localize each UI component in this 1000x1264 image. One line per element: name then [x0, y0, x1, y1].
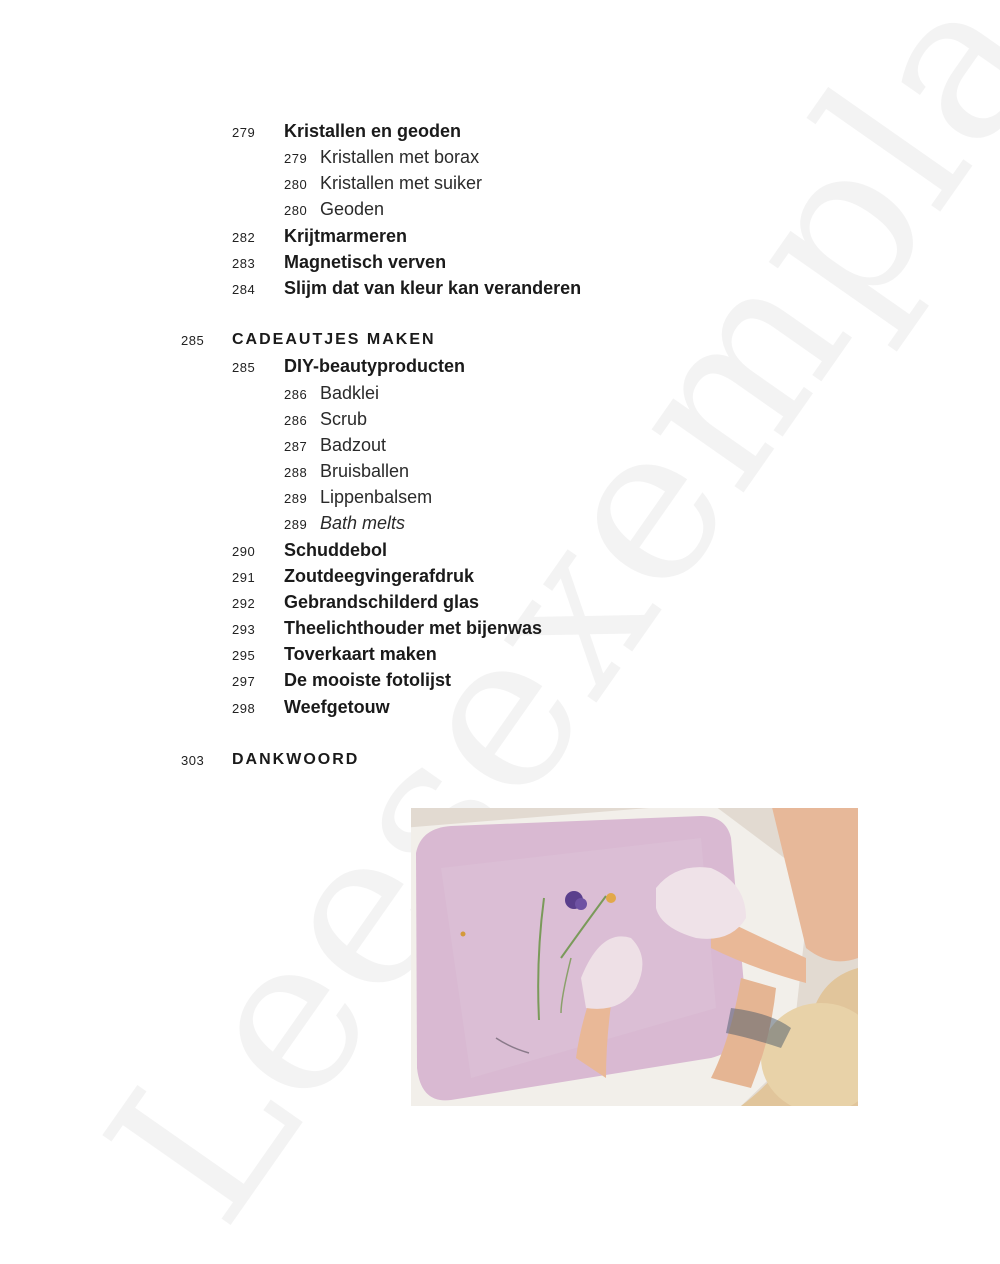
- toc-page-number: 285: [232, 360, 256, 375]
- toc-label: Krijtmarmeren: [284, 226, 408, 246]
- toc-label: CADEAUTJES MAKEN: [232, 331, 436, 348]
- toc-page-number: 297: [232, 674, 256, 689]
- toc-label: Bath melts: [320, 513, 406, 533]
- toc-label: Bruisballen: [320, 461, 410, 481]
- toc-label: Lippenbalsem: [320, 487, 433, 507]
- photo-child-playing-in-sensory-tub: [411, 808, 858, 1106]
- toc-label: De mooiste fotolijst: [284, 670, 452, 690]
- toc-label: Gebrandschilderd glas: [284, 592, 480, 612]
- photo-illustration: [411, 808, 858, 1106]
- toc-page-number: 287: [284, 439, 308, 454]
- toc-page-number: 284: [232, 282, 256, 297]
- toc-page-number: 280: [284, 203, 308, 218]
- toc-label: Kristallen met borax: [320, 147, 480, 167]
- toc-label: DANKWOORD: [232, 751, 360, 768]
- toc-page-number: 289: [284, 491, 308, 506]
- toc-page-number: 298: [232, 701, 256, 716]
- toc-label: Kristallen met suiker: [320, 173, 483, 193]
- toc-label: Toverkaart maken: [284, 644, 437, 664]
- toc-page-number: 291: [232, 570, 256, 585]
- toc-page-number: 282: [232, 230, 256, 245]
- toc-label: Scrub: [320, 409, 368, 429]
- toc-page-number: 286: [284, 413, 308, 428]
- toc-label: Weefgetouw: [284, 697, 390, 717]
- toc-label: Badklei: [320, 383, 380, 403]
- toc-page-number: 290: [232, 544, 256, 559]
- toc-page-number: 293: [232, 622, 256, 637]
- toc-label: Schuddebol: [284, 540, 387, 560]
- toc-page-number: 279: [284, 151, 308, 166]
- toc-page-number: 289: [284, 517, 308, 532]
- toc-label: Magnetisch verven: [284, 252, 447, 272]
- toc-label: Slijm dat van kleur kan veranderen: [284, 278, 582, 298]
- toc-label: Kristallen en geoden: [284, 121, 462, 141]
- toc-label: Zoutdeegvingerafdruk: [284, 566, 475, 586]
- toc-page-number: 286: [284, 387, 308, 402]
- toc-page-number: 280: [284, 177, 308, 192]
- toc-page-number: 279: [232, 125, 256, 140]
- toc-page-number: 303: [181, 753, 205, 768]
- toc-page-number: 295: [232, 648, 256, 663]
- toc-label: DIY-beautyproducten: [284, 356, 466, 376]
- toc-label: Geoden: [320, 199, 385, 219]
- toc-label: Theelichthouder met bijenwas: [284, 618, 543, 638]
- toc-page-number: 283: [232, 256, 256, 271]
- toc-page-number: 285: [181, 333, 205, 348]
- toc-label: Badzout: [320, 435, 387, 455]
- toc-page-number: 292: [232, 596, 256, 611]
- toc-page-number: 288: [284, 465, 308, 480]
